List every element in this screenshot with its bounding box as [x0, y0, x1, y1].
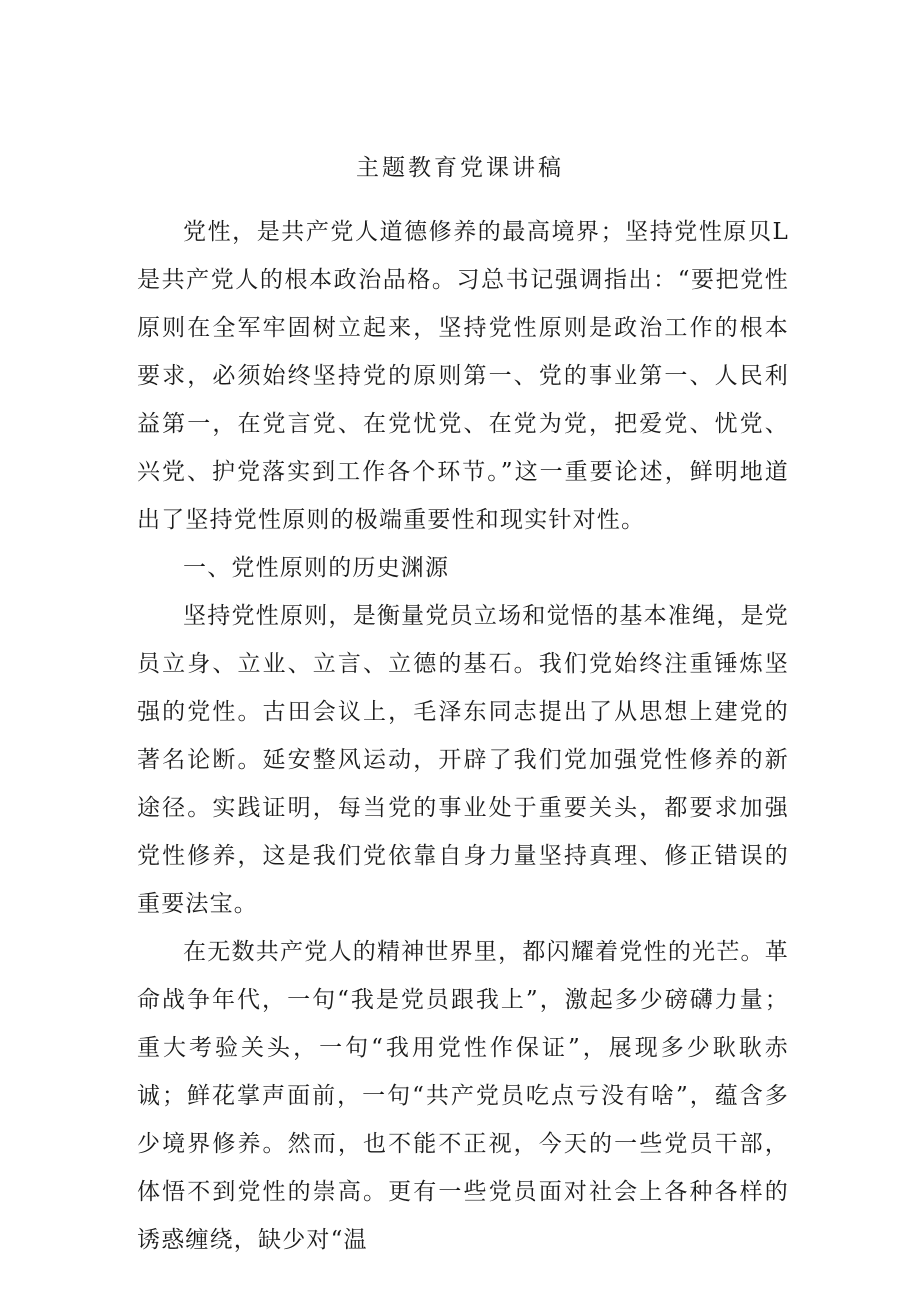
- paragraph-intro: 党性，是共产党人道德修养的最高境界；坚持党性原贝L是共产党人的根本政治品格。习总书记强调指出：“要把党性原则在全军牢固树立起来，坚持党性原则是政治工作的根本要求，必须始终坚持党的原则第一、党的事业第一、人民利益第一，在党言党、在党忧党、在党为党，把爱党、忧党、兴党、护党落实到工作各个环节。”这一重要论述，鲜明地道出了坚持党性原则的极端重要性和现实针对性。: [137, 219, 789, 533]
- paragraph-spirit: 在无数共产党人的精神世界里，都闪耀着党性的光芒。革命战争年代，一句“我是党员跟我上”，激起多少磅礴力量；重大考验关头，一句“我用党性作保证”，展现多少耿耿赤诚；鲜花掌声面前，一句“共产党员吃点亏没有啥”，蕴含多少境界修养。然而，也不能不正视，今天的一些党员干部，体悟不到党性的崇高。更有一些党员面对社会上各种各样的诱惑缠绕，缺少对“温: [137, 939, 789, 1253]
- document-body: [137, 208, 789, 1264]
- section-heading-1: 一、党性原则的历史渊源: [183, 555, 450, 581]
- paragraph-history: 坚持党性原则，是衡量党员立场和觉悟的基本准绳，是党员立身、立业、立言、立德的基石。我们党始终注重锤炼坚强的党性。古田会议上，毛泽东同志提出了从思想上建党的著名论断。延安整风运动，开辟了我们党加强党性修养的新途径。实践证明，每当党的事业处于重要关头，都要求加强党性修养，这是我们党依靠自身力量坚持真理、修正错误的重要法宝。: [137, 603, 789, 917]
- document-title: 主题教育党课讲稿: [356, 155, 564, 181]
